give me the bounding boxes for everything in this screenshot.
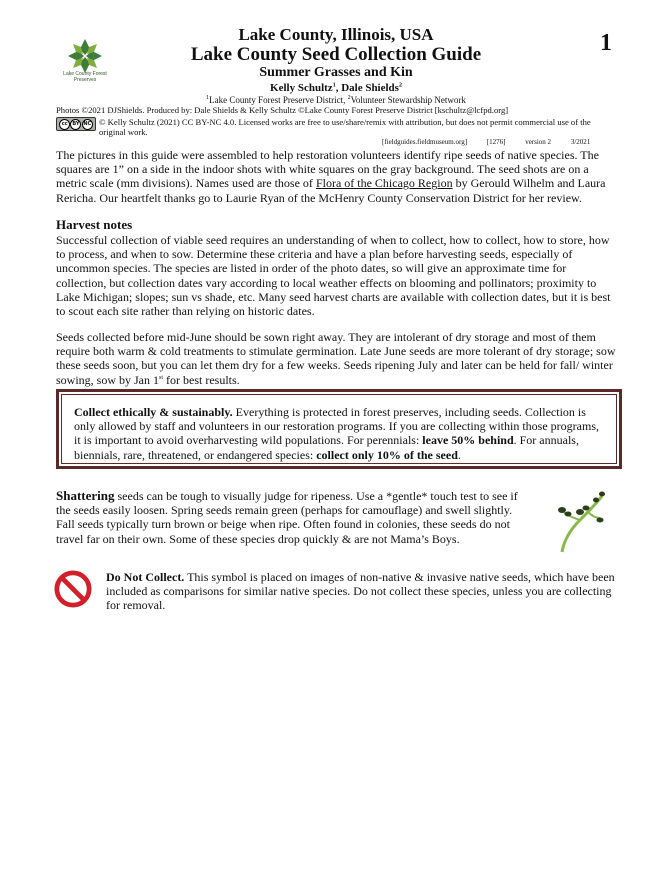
author-2: Dale Shields (341, 82, 399, 94)
harvest-p2-sup: st (159, 374, 164, 381)
ethics-lead: Collect ethically & sustainably. (74, 405, 233, 419)
seed-stem-icon (540, 488, 610, 554)
intro-paragraph (56, 148, 618, 205)
harvest-paragraph-1: Successful collection of viable seed requires an understanding of when to collect, how to collect, how to store, how to process, and when to sow. Determine these criteria and have a plan before harvesting seeds, especially of uncommon species. The species are listed in order of the photo dates, so will give an approximate time for collection, but collection dates vary according to local weather effects on blooming and pollinators; proximity to Lake Michigan; slopes; sun vs shade, etc. Many seed harvest charts are available with collection dates, but it is best to scout each site rather than relying on historic dates. (56, 233, 611, 319)
page-subtitle: Summer Grasses and Kin (259, 65, 413, 80)
harvest-p2-end: for best results. (163, 372, 240, 387)
do-not-collect-paragraph (106, 570, 618, 613)
region-heading: Lake County, Illinois, USA (238, 25, 434, 44)
ethics-callout (56, 389, 622, 469)
affiliations (0, 95, 672, 105)
do-not-collect-text: This symbol is placed on images of non-native & invasive native seeds, which have been included as comparisons for similar native species. Do not collect these species, unless you are collecting for removal. (106, 570, 615, 613)
guide-id: [1276] (486, 138, 506, 146)
nc-label: NC (82, 119, 93, 130)
meta-row (382, 138, 608, 146)
author-1-sup: 1 (332, 82, 336, 89)
intro-text-2: by Gerould Wilhelm and Laura Rericha. Our heartfelt thanks go to Laurie Ryan of the McHenry County Conservation District for her review. (56, 176, 606, 205)
harvest-paragraph-2 (56, 330, 618, 387)
author-2-sup: 2 (398, 82, 402, 89)
harvest-p2-text: Seeds collected before mid-June should be sown right away. They are intolerant of dry storage and most of them require both warm & cold treatments to stimulate germination. Late June seeds are more tolerant of dry storage; sow these seeds soon, but you can let them dry for a few weeks. Seeds ripening July and later can be held for fall/ winter sowing, sow by Jan 1 (56, 330, 616, 387)
ethics-text-1: Everything is protected in forest preserves, including seeds. Collection is only allowed by staff and volunteers in our restoration programs. If you are collecting within those programs, it is important to avoid overharvesting wild populations. For perennials: (74, 405, 599, 448)
cc-label: cc (59, 119, 70, 130)
affil-1-sup: 1 (206, 95, 210, 101)
shattering-lead: Shattering (56, 488, 115, 503)
intro-text-1: The pictures in this guide were assembled to help restoration volunteers identify ripe seeds of native species. The squares are 1” on a side in the indoor shots with white squares on the gray background. The seed shots are on a metric scale (mm divisions). Names used are those of (56, 148, 599, 191)
by-label: BY (70, 119, 81, 130)
author-1: Kelly Schultz (270, 82, 333, 94)
version: version 2 (525, 138, 552, 146)
affil-2-sup: 2 (347, 95, 351, 101)
ethics-bold-1: leave 50% behind (422, 433, 514, 448)
authors: Kelly Schultz$^1$, Dale Shields$^2$ (270, 82, 402, 94)
ethics-bold-2: collect only 10% of the seed (316, 447, 458, 462)
logo-text: Lake County Forest Preserves (63, 71, 107, 83)
photo-credits: Photos ©2021 DJShields. Produced by: Dale Shields & Kelly Schultz ©Lake County Forest Preserve District [kschultz@lcfpd.org] (56, 105, 509, 115)
ethics-text-3: . (457, 447, 461, 462)
shattering-text: seeds can be tough to visually judge for ripeness. Use a *gentle* touch test to see if the seeds easily loosen. Spring seeds remain green (perhaps for camouflage) and swell slightly. Fall seeds typically turn brown or beige when ripe. Often found in colonies, these seeds do not travel far on their own. Some of these species drop quickly & are not Mama’s Boys. (56, 489, 518, 546)
site-link[interactable]: [fieldguides.fieldmuseum.org] (382, 138, 468, 146)
cc-license-badge (56, 117, 96, 131)
page-title: Lake County Seed Collection Guide (190, 44, 482, 65)
shattering-paragraph (56, 489, 522, 546)
ethics-text-2: . For annuals, biennials, rare, threatened, or endangered species: (74, 433, 579, 462)
harvest-heading: Harvest notes (56, 217, 133, 232)
flora-title: Flora of the Chicago Region (315, 176, 453, 191)
page-number: 1 (600, 30, 612, 56)
license-text: © Kelly Schultz (2021) CC BY-NC 4.0. Licensed works are free to use/share/remix with attribution, but does not permit commercial use of the original work. (99, 117, 591, 137)
no-symbol-icon (54, 570, 92, 608)
affil-1: Lake County Forest Preserve District, (209, 95, 348, 105)
date: 3/2021 (570, 138, 591, 146)
ethics-inner (61, 394, 617, 464)
affil-2: Volunteer Stewardship Network (350, 95, 466, 105)
do-not-collect-lead: Do Not Collect. (106, 570, 185, 584)
